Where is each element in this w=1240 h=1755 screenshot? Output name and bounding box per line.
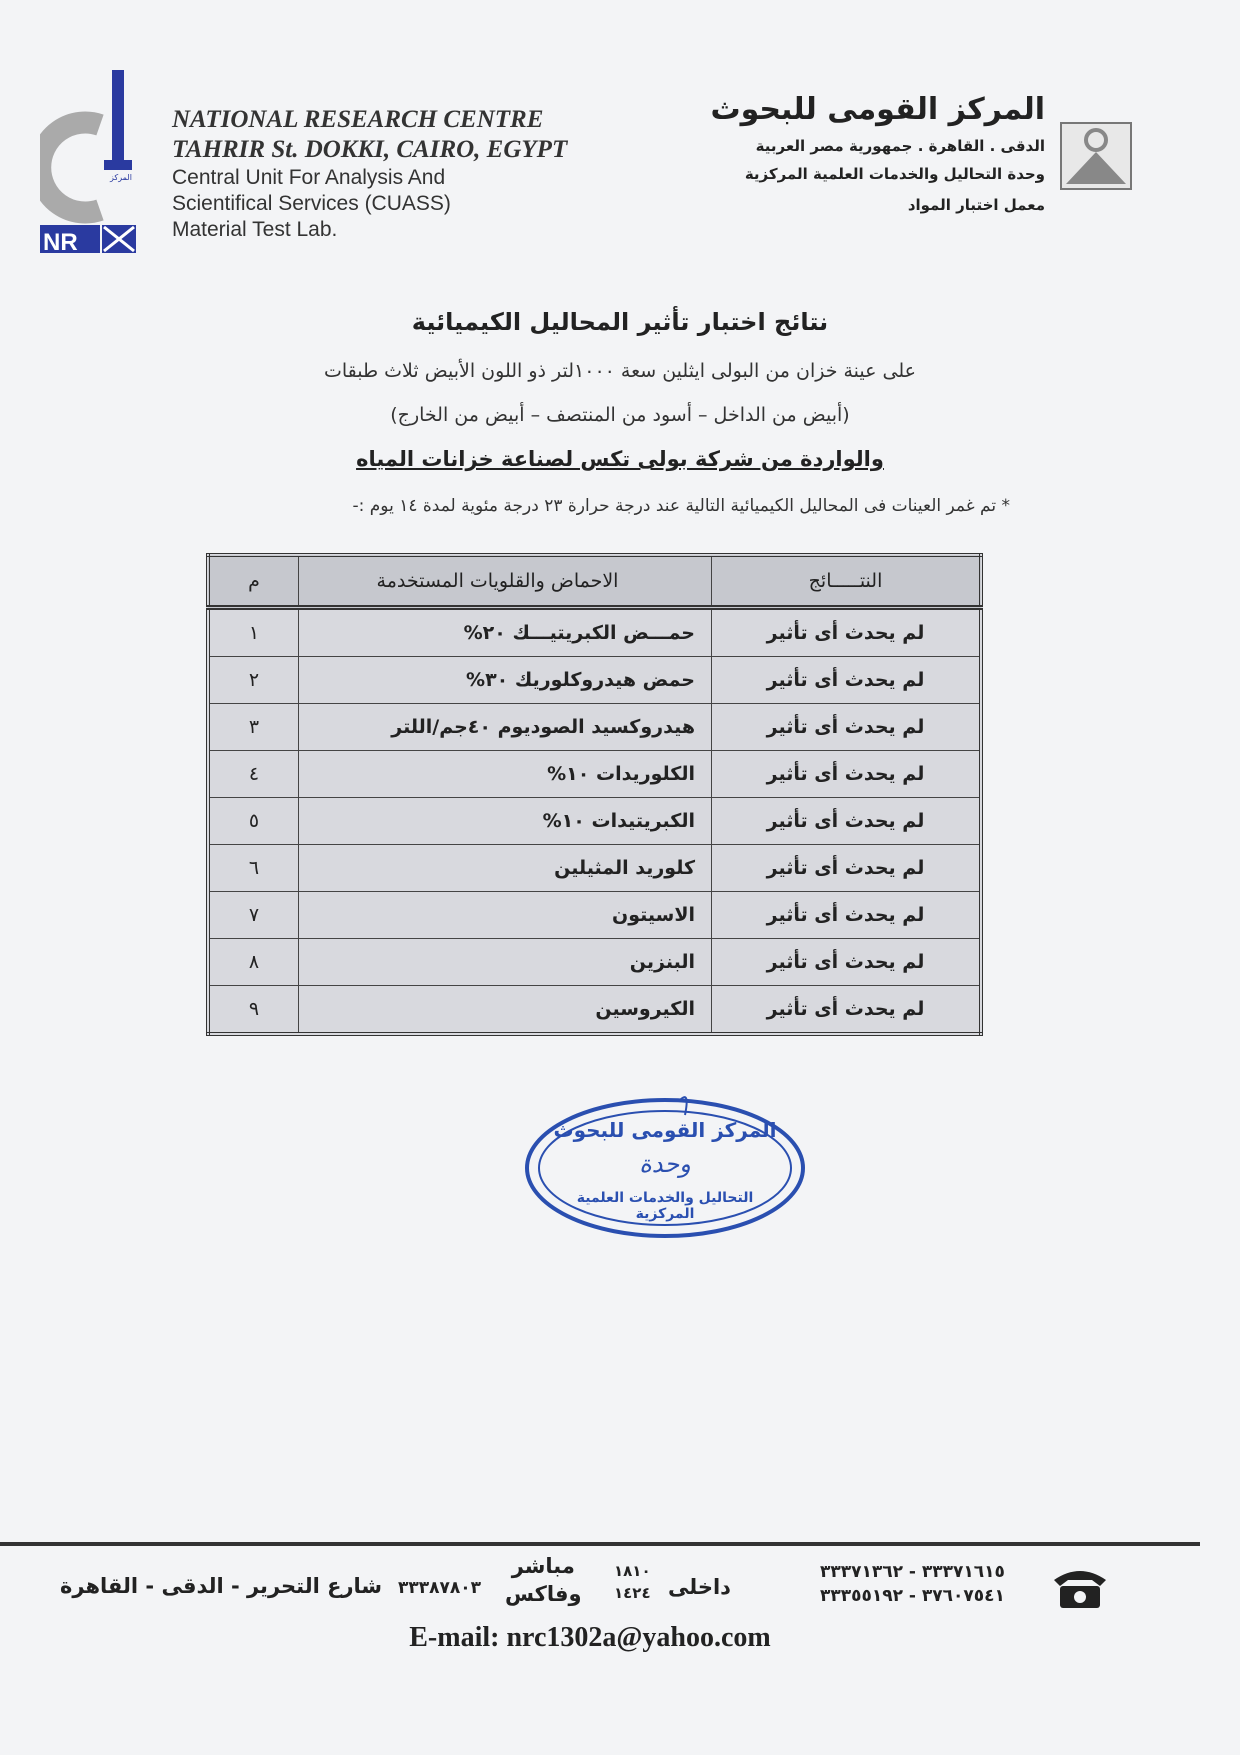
stamp-top-text: المركز القومى للبحوث xyxy=(553,1118,777,1142)
unit-line-2: Scientifical Services (CUASS) xyxy=(172,192,451,215)
phone-icon xyxy=(1050,1562,1110,1614)
org-name-ar: المركز القومى للبحوث xyxy=(710,92,1045,127)
row-index: ٢ xyxy=(208,657,299,704)
row-chemical: هيدروكسيد الصوديوم ٤٠جم/اللتر xyxy=(299,704,712,751)
row-index: ٤ xyxy=(208,751,299,798)
internal-numbers xyxy=(614,1560,651,1604)
row-result: لم يحدث أى تأثير xyxy=(712,798,982,845)
row-chemical: كلوريد المثيلين xyxy=(299,845,712,892)
row-result: لم يحدث أى تأثير xyxy=(712,845,982,892)
table-row xyxy=(208,892,981,939)
lab-name: Material Test Lab. xyxy=(172,218,338,241)
row-result: لم يحدث أى تأثير xyxy=(712,939,982,986)
row-chemical: البنزين xyxy=(299,939,712,986)
row-index: ١ xyxy=(208,608,299,657)
header-chemicals: الاحماض والقلويات المستخدمة xyxy=(299,555,712,608)
sample-source: والواردة من شركة بولى تكس لصناعة خزانات المياه xyxy=(356,447,884,471)
phone-line-1: ٣٣٣٧١٦١٥ - ٣٣٣٧١٣٦٢ xyxy=(820,1562,1005,1582)
phone-numbers xyxy=(820,1560,1005,1608)
fax-label: وفاكس xyxy=(505,1582,582,1606)
org-name-en: NATIONAL RESEARCH CENTRE xyxy=(172,106,544,133)
row-chemical: حمـــض الكبريتيـــك ٢٠% xyxy=(299,608,712,657)
row-chemical: الكلوريدات ١٠% xyxy=(299,751,712,798)
unit-line-1: Central Unit For Analysis And xyxy=(172,166,446,189)
row-chemical: حمض هيدروكلوريك ٣٠% xyxy=(299,657,712,704)
lab-ar: معمل اختبار المواد xyxy=(907,196,1045,214)
row-chemical: الاسيتون xyxy=(299,892,712,939)
header-index: م xyxy=(208,555,299,608)
header-arabic xyxy=(710,88,1045,222)
row-result: لم يحدث أى تأثير xyxy=(712,751,982,798)
test-conditions-note: * تم غمر العينات فى المحاليل الكيميائية التالية عند درجة حرارة ٢٣ درجة مئوية لمدة ١٤ يوم :- xyxy=(352,496,1010,516)
stamp-bottom-text: التحاليل والخدمات العلمية المركزية xyxy=(576,1190,754,1222)
svg-text:المركز: المركز xyxy=(110,173,132,182)
svg-text:NR: NR xyxy=(43,229,78,255)
internal-label: داخلى xyxy=(668,1575,731,1599)
row-result: لم يحدث أى تأثير xyxy=(712,704,982,751)
row-index: ٥ xyxy=(208,798,299,845)
header-results: النتـــــائج xyxy=(712,555,982,608)
table-row xyxy=(208,798,981,845)
row-index: ٣ xyxy=(208,704,299,751)
row-index: ٧ xyxy=(208,892,299,939)
footer-email: E-mail: nrc1302a@yahoo.com xyxy=(409,1622,771,1653)
direct-fax-labels xyxy=(505,1552,582,1608)
table-row xyxy=(208,986,981,1035)
official-stamp xyxy=(520,1090,810,1244)
nrc-logo xyxy=(40,70,140,255)
row-index: ٨ xyxy=(208,939,299,986)
row-result: لم يحدث أى تأثير xyxy=(712,657,982,704)
document-title: نتائج اختبار تأثير المحاليل الكيميائية xyxy=(411,308,829,336)
table-header-row xyxy=(208,555,981,608)
table-row xyxy=(208,704,981,751)
row-index: ٦ xyxy=(208,845,299,892)
direct-number: ٣٣٣٨٧٨٠٣ xyxy=(398,1578,482,1598)
header-english xyxy=(172,105,567,243)
table-row xyxy=(208,608,981,657)
org-address-en: TAHRIR St. DOKKI, CAIRO, EGYPT xyxy=(172,136,568,163)
row-result: لم يحدث أى تأثير xyxy=(712,892,982,939)
footer-divider xyxy=(0,1542,1200,1546)
row-index: ٩ xyxy=(208,986,299,1035)
row-chemical: الكيروسين xyxy=(299,986,712,1035)
org-address-ar: الدقى . القاهرة . جمهورية مصر العربية xyxy=(755,137,1045,155)
table-row xyxy=(208,845,981,892)
sample-description: على عينة خزان من البولى ايثلين سعة ١٠٠٠لتر ذو اللون الأبيض ثلاث طبقات xyxy=(323,360,916,382)
sample-layers: (أبيض من الداخل – أسود من المنتصف – أبيض من الخارج) xyxy=(390,404,850,426)
direct-label: مباشر xyxy=(511,1554,575,1578)
results-table xyxy=(206,553,983,1036)
row-result: لم يحدث أى تأثير xyxy=(712,608,982,657)
table-row xyxy=(208,657,981,704)
phone-line-2: ٣٧٦٠٧٥٤١ - ٣٣٣٥٥١٩٢ xyxy=(820,1586,1005,1606)
nrc-emblem-icon xyxy=(1060,122,1132,194)
footer-address: شارع التحرير - الدقى - القاهرة xyxy=(60,1574,383,1598)
unit-ar: وحدة التحاليل والخدمات العلمية المركزية xyxy=(744,165,1045,183)
internal-number-1: ١٨١٠ xyxy=(614,1562,651,1580)
internal-number-2: ١٤٢٤ xyxy=(614,1584,651,1602)
row-result: لم يحدث أى تأثير xyxy=(712,986,982,1035)
row-chemical: الكبريتيدات ١٠% xyxy=(299,798,712,845)
table-row xyxy=(208,939,981,986)
stamp-middle-text: وحدة xyxy=(639,1150,691,1178)
table-row xyxy=(208,751,981,798)
